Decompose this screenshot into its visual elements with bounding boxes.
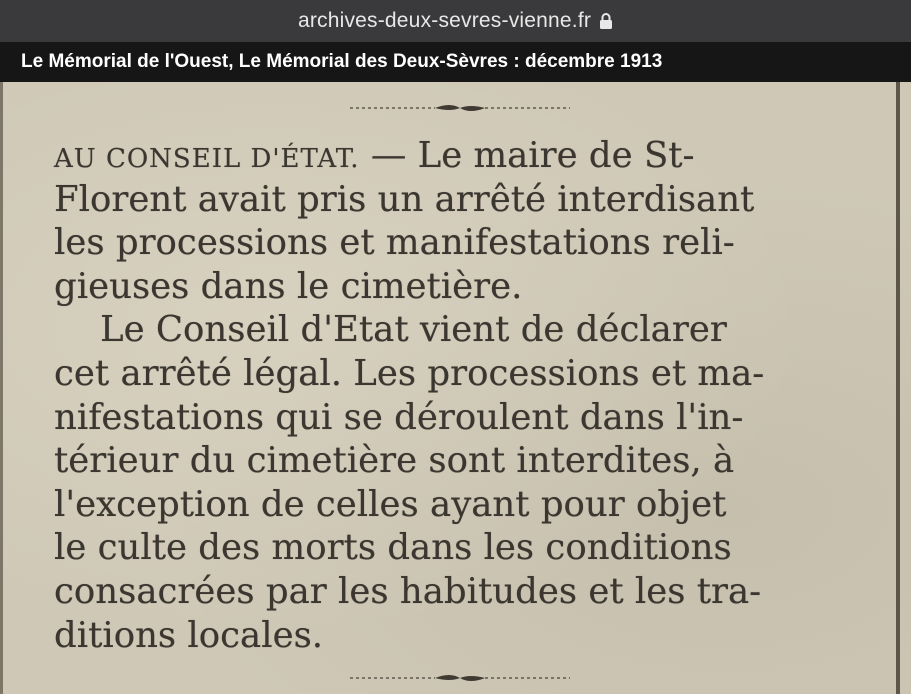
article-line: gieuses dans le cimetière. — [54, 265, 523, 307]
article-line: cet arrêté légal. Les processions et ma- — [54, 352, 765, 394]
article-text — [54, 134, 874, 657]
article-line: les processions et manifestations reli- — [54, 222, 735, 264]
article-line: Le Conseil d'Etat vient de déclarer — [100, 309, 727, 351]
article-line: térieur du cimetière sont interdites, à — [54, 440, 735, 482]
column-rule-right — [896, 82, 900, 694]
article-heading: AU CONSEIL D'ÉTAT. — [54, 144, 360, 174]
separator-ornament-bottom — [340, 670, 580, 686]
column-rule-left — [0, 82, 3, 694]
article-line: ditions locales. — [54, 614, 324, 656]
page-title: Le Mémorial de l'Ouest, Le Mémorial des Deux-Sèvres : décembre 1913 — [21, 51, 663, 72]
article-line: le culte des morts dans les conditions — [54, 527, 732, 569]
article-line: nifestations qui se déroulent dans l'in- — [54, 396, 744, 438]
article-line: l'exception de celles ayant pour objet — [54, 483, 727, 525]
newspaper-scan — [0, 82, 911, 694]
url-text: archives-deux-sevres-vienne.fr — [297, 9, 592, 32]
page-title-bar — [0, 42, 911, 82]
article-line: consacrées par les habitudes et les tra- — [54, 570, 762, 612]
separator-ornament-top — [340, 100, 580, 116]
article-line: Florent avait pris un arrêté interdisant — [54, 178, 755, 220]
address-bar[interactable] — [0, 0, 911, 42]
lock-icon — [599, 12, 613, 30]
article-line: AU CONSEIL D'ÉTAT. — Le maire de St- — [54, 135, 695, 176]
